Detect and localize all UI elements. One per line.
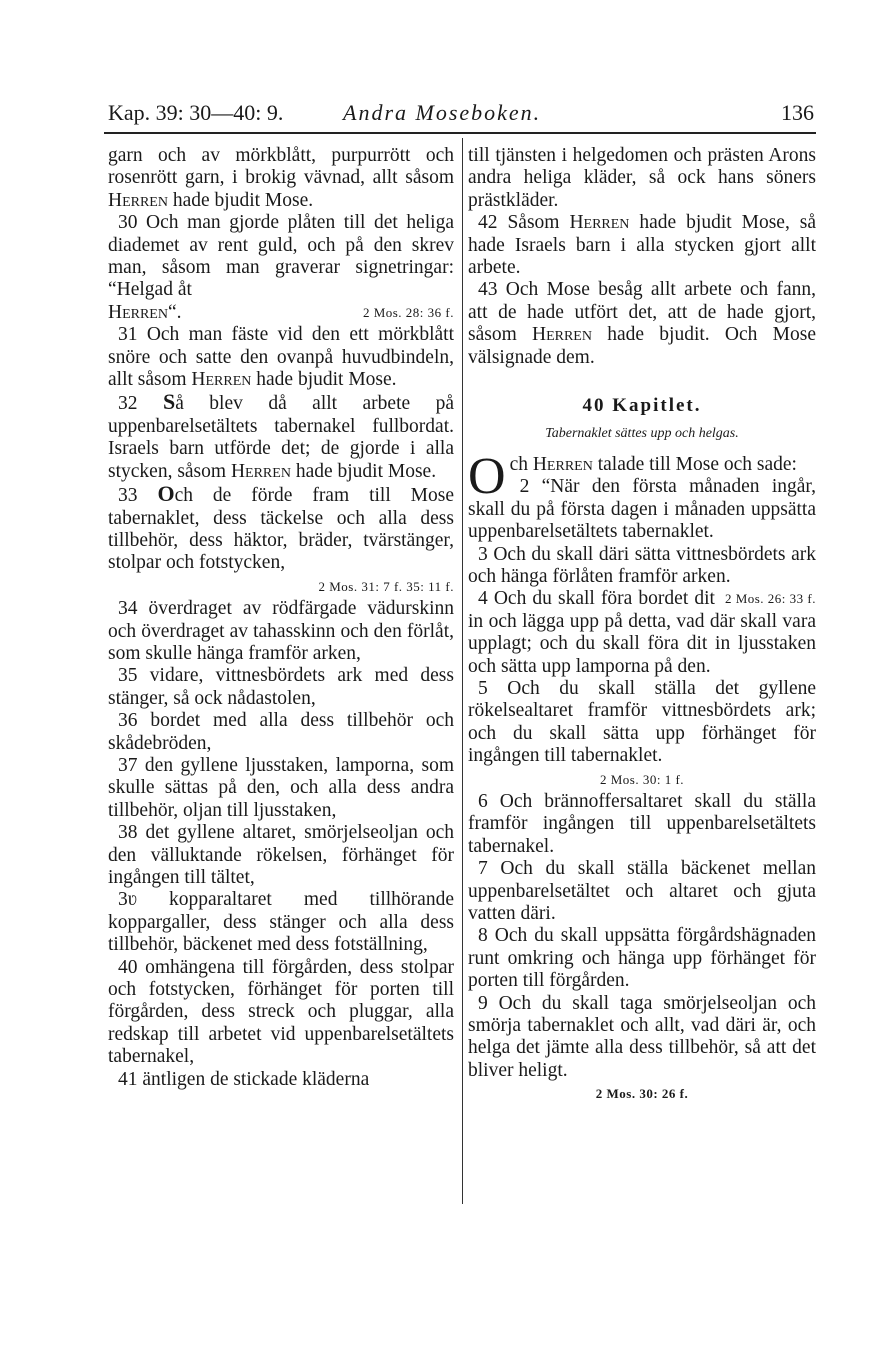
verse-36: 36 bordet med alla dess tillbehör och skådebröden,: [108, 710, 454, 754]
cross-reference: 2 Mos. 30: 1 f.: [599, 771, 685, 787]
verse-2: 2 “När den första månaden ingår, skall du på första dagen i månaden uppsätta uppenbarelsetältets tabernaklet.: [468, 476, 816, 543]
chapter-summary: Tabernaklet sättes upp och helgas.: [545, 426, 739, 442]
verse-30: 30 Och man gjorde plåten till det heliga diademet av rent guld, och på den skrev man, såsom man graverar signetringar: “Helgad åt Herren“. 2 Mos. 28: 36 f.: [108, 212, 454, 323]
drop-cap: O: [468, 447, 506, 505]
verse-32: 32 Så blev då allt arbete på uppenbarelsetältets tabernakel fullbordat. Israels barn utförde det; de gjorde i alla stycken, såsom Herren hade bjudit Mose.: [108, 389, 455, 482]
header-rule: [104, 132, 816, 134]
continuation-text: garn och av mörkblått, purpurrött och rosenrött garn, i brokig vävnad, allt såsom Herren hade bjudit Mose.: [108, 145, 454, 211]
book-title: Andra Moseboken.: [343, 100, 542, 125]
verse-31: 31 Och man fäste vid den ett mörkblått snöre och satte den ovanpå huvudbindeln, allt såsom Herren hade bjudit Mose.: [108, 324, 454, 391]
verse-39: 3ʋ kopparaltaret med tillhörande koppargaller, dess stänger och alla dess tillbehör, bäckenet med dess fotställning,: [108, 889, 454, 956]
verse-38: 38 det gyllene altaret, smörjelseoljan och den välluktande rökelsen, förhänget för ingången till tältet,: [108, 822, 454, 888]
verse-34: 34 överdraget av rödfärgade vädurskinn och överdraget av tahasskinn och den förlåt, som skulle hänga framför arken,: [108, 598, 454, 664]
chapter-range: Kap. 39: 30—40: 9.: [108, 100, 284, 125]
verse-41: 41 äntligen de stickade kläderna: [118, 1068, 370, 1090]
cross-reference: 2 Mos. 26: 33 f.: [724, 591, 816, 607]
cross-reference: 2 Mos. 28: 36 f.: [362, 304, 454, 320]
page-number: 136: [781, 100, 814, 125]
verse-42: 42 Såsom Herren hade bjudit Mose, så hade Israels barn i alla stycken gjort allt arbete.: [468, 212, 817, 279]
verse-4: 4 Och du skall föra bordet dit in och lägga upp på detta, vad där skall vara upplagt; och du skall föra dit in ljusstaken och sätta upp lamporna på den.: [468, 588, 816, 677]
verse-40: 40 omhängena till förgården, dess stolpar och fotstycken, förhänget för porten till förgården, dess streck och pluggar, alla redskap till arbetet vid uppenbarelsetältets tabernakel,: [108, 956, 454, 1068]
cross-reference: 2 Mos. 31: 7 f. 35: 11 f.: [318, 578, 454, 594]
chapter-heading: 40 Kapitlet.: [582, 395, 702, 417]
verse-5: 5 Och du skall ställa det gyllene rökelsealtaret framför vittnesbördets ark; och du skall sätta upp förhänget för ingången till tabernaklet.: [468, 677, 816, 767]
verse-3: 3 Och du skall däri sätta vittnesbördets ark och hänga förlåten framför arken. 2 Mos. 26: 33 f.: [468, 544, 816, 589]
verse-37: 37 den gyllene ljusstaken, lamporna, som skulle sättas på den, och alla dess andra tillbehör, oljan till ljusstaken,: [108, 754, 454, 821]
verse-6: 6 Och brännoffersaltaret skall du ställa framför ingången till uppenbarelsetältets tabernakel.: [468, 790, 816, 857]
left-column: [108, 145, 454, 1091]
right-column: [468, 145, 816, 1106]
verse-43: 43 Och Mose besåg allt arbete och fann, att de hade utfört det, att de hade gjort, såsom Herren hade bjudit. Och Mose välsignade dem.: [468, 279, 816, 368]
verse-8: 8 Och du skall uppsätta förgårdshägnaden runt omkring och hänga upp förhänget för porten till förgården.: [468, 925, 816, 992]
verse-7: 7 Och du skall ställa bäckenet mellan uppenbarelsetältet och altaret och gjuta vatten däri.: [468, 858, 816, 924]
verse-33: 33 Och de förde fram till Mose tabernaklet, dess täckelse och alla dess tillbehör, dess häktor, bräder, tvärstänger, stolpar och fotstycken,: [108, 481, 455, 574]
cross-reference: 2 Mos. 30: 26 f.: [595, 1086, 689, 1102]
verse-9: 9 Och du skall taga smörjelseoljan och smörja tabernaklet och allt, vad däri är, och helga det jämte alla dess tillbehör, så att det bliver heligt.: [468, 992, 816, 1081]
verse-35: 35 vidare, vittnesbördets ark med dess stänger, så ock nådastolen,: [108, 665, 454, 709]
verse-1: Och Herren talade till Mose och sade:: [468, 447, 797, 505]
column-divider: [462, 138, 463, 1204]
continuation-text: till tjänsten i helgedomen och prästen Arons andra heliga kläder, så ock hans söners prästkläder.: [468, 145, 816, 211]
